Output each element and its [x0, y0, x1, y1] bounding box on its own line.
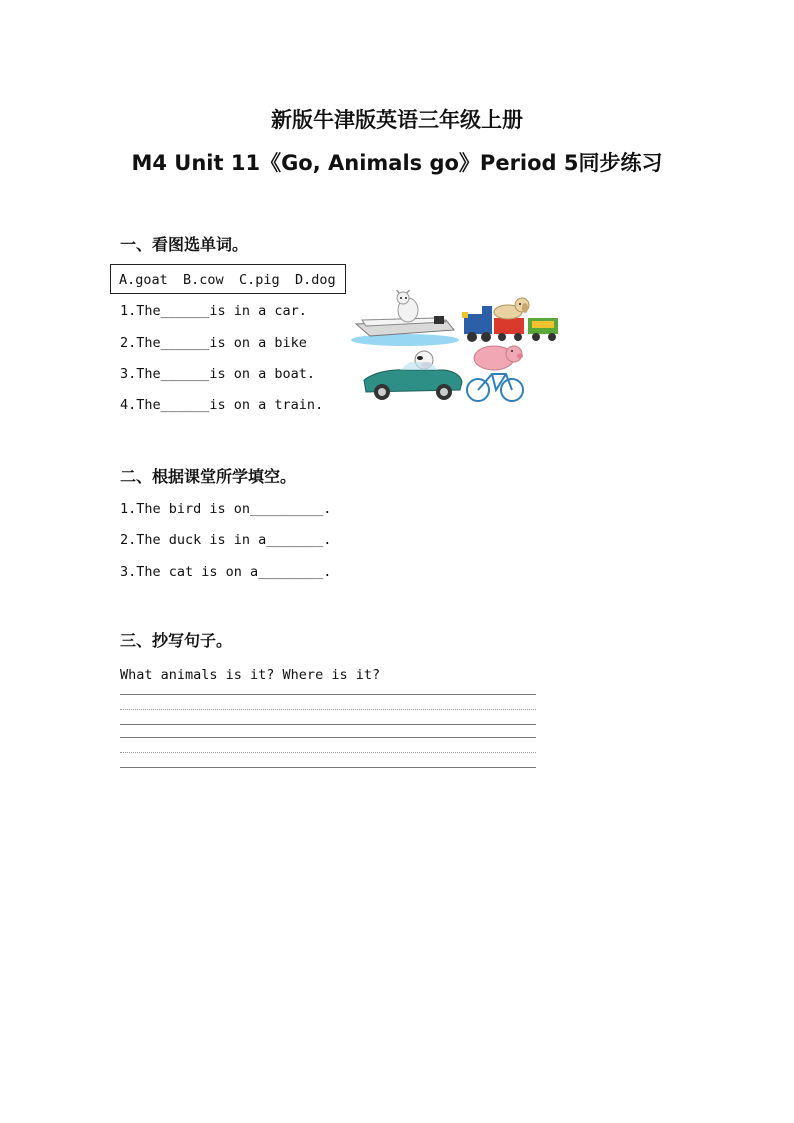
question-2-3: 3.The cat is on a________. — [120, 564, 332, 580]
writing-guide-line — [120, 752, 536, 753]
question-2-1: 1.The bird is on_________. — [120, 501, 332, 517]
cow-in-car-image — [360, 346, 464, 402]
question-2-2: 2.The duck is in a_______. — [120, 532, 332, 548]
writing-guide-line — [120, 709, 536, 710]
option-a: A.goat — [119, 272, 168, 288]
question-1-2: 2.The______is on a bike — [120, 335, 307, 351]
word-options-box — [110, 264, 346, 294]
pig-on-bike-image — [464, 342, 526, 404]
option-c: C.pig — [239, 272, 280, 288]
copy-sentence: What animals is it? Where is it? — [120, 667, 381, 683]
writing-line — [120, 694, 536, 695]
option-d: D.dog — [295, 272, 336, 288]
section2-heading: 二、根据课堂所学填空。 — [120, 467, 297, 486]
question-1-3: 3.The______is on a boat. — [120, 366, 316, 382]
option-b: B.cow — [183, 272, 224, 288]
writing-line — [120, 737, 536, 738]
section1-heading: 一、看图选单词。 — [120, 235, 249, 254]
question-1-1: 1.The______is in a car. — [120, 303, 307, 319]
writing-line — [120, 724, 536, 725]
section3-heading: 三、抄写句子。 — [120, 631, 233, 650]
writing-line — [120, 767, 536, 768]
question-1-4: 4.The______is on a train. — [120, 397, 324, 413]
page-subtitle: M4 Unit 11《Go, Animals go》Period 5同步练习 — [131, 151, 663, 175]
page-title: 新版牛津版英语三年级上册 — [271, 108, 523, 132]
dog-on-train-image — [460, 296, 562, 344]
goat-on-boat-image — [350, 290, 460, 348]
